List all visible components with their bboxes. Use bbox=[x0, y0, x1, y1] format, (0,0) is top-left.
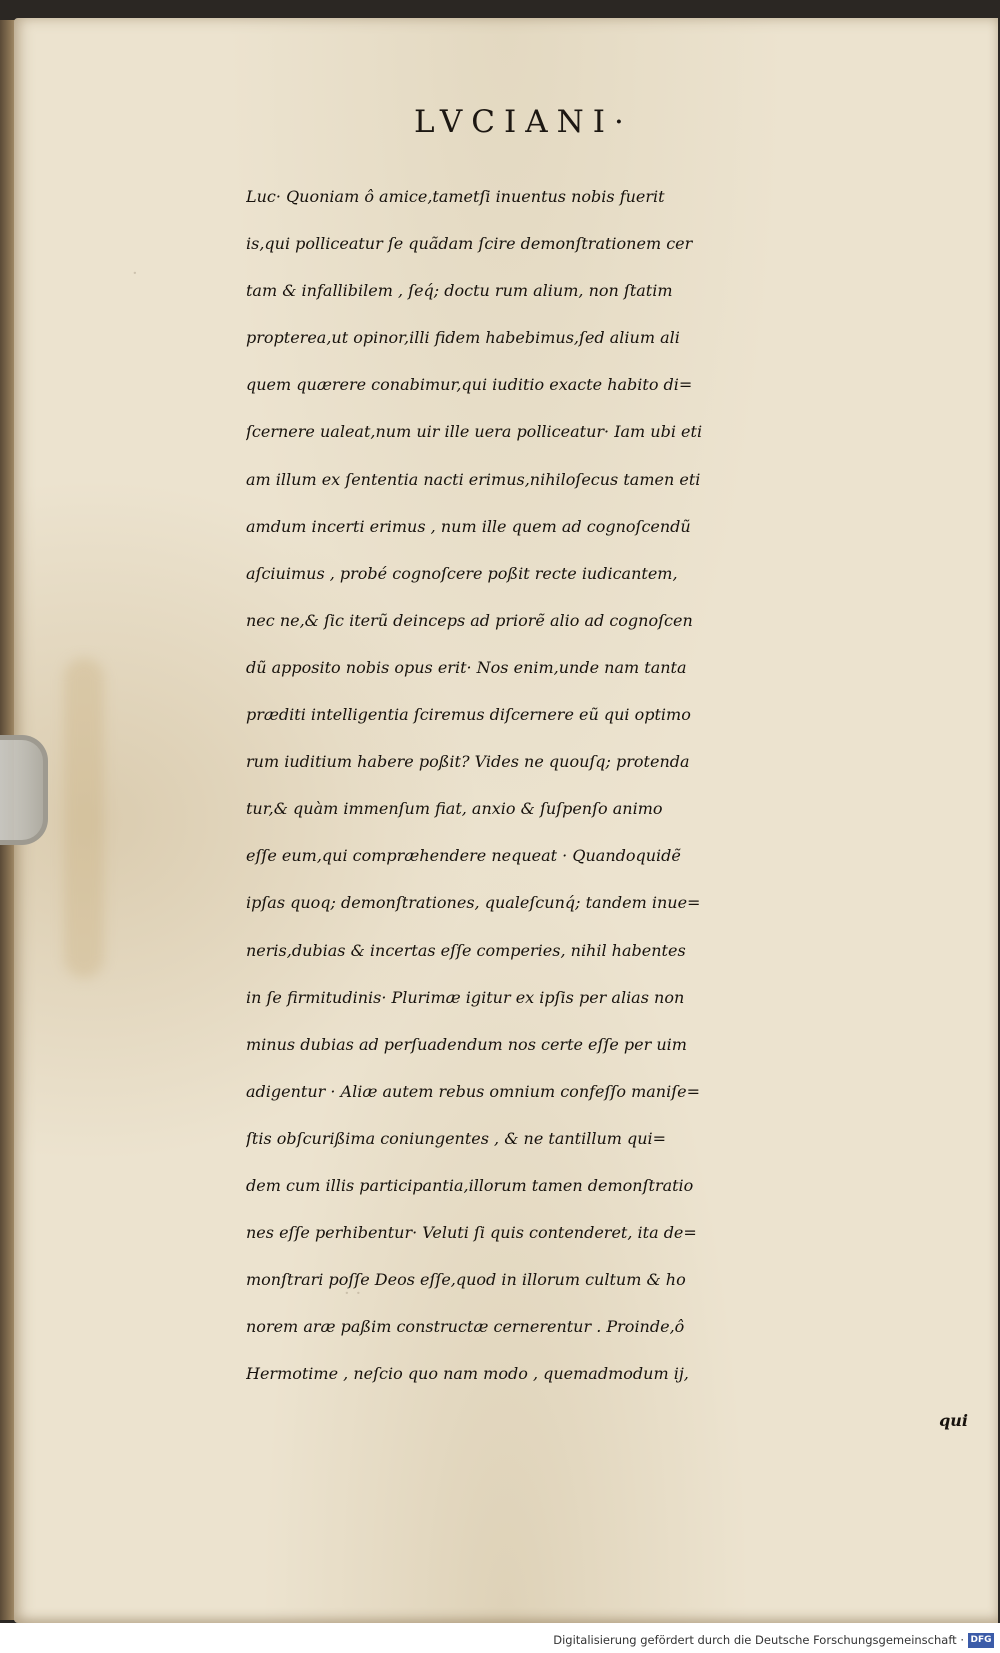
text-line: ſtis obſcurißima coniungentes , & ne tantillum qui= bbox=[246, 1128, 667, 1148]
text-line: eſſe eum,qui compræhendere nequeat · Quandoquidẽ bbox=[246, 846, 681, 866]
text-line: neris,dubias & incertas eſſe comperies, nihil habentes bbox=[246, 940, 686, 960]
text-line: amdum incerti erimus , num ille quem ad cognoſcendũ bbox=[246, 516, 691, 536]
text-line: norem aræ paßim constructæ cernerentur . Proinde,ô bbox=[246, 1317, 685, 1337]
text-line: dem cum illis participantia,illorum tamen demonſtratio bbox=[246, 1175, 694, 1195]
bleed-through-mark: · bbox=[132, 263, 138, 284]
text-line: monſtrari poſſe Deos eſſe,quod in illorum cultum & ho bbox=[246, 1270, 686, 1290]
paper-stain bbox=[64, 658, 104, 978]
text-line: tur,& quàm immenſum fiat, anxio & ſuſpenſo animo bbox=[246, 799, 663, 819]
dfg-logo: DFG bbox=[968, 1633, 994, 1648]
text-line: is,qui polliceatur ſe quãdam ſcire demonſtrationem cer bbox=[246, 234, 693, 254]
bleed-through-mark: · · bbox=[344, 1283, 362, 1304]
digitization-credit: Digitalisierung gefördert durch die Deutsche Forschungsgemeinschaft · bbox=[553, 1633, 964, 1647]
text-line: nec ne,& ſic iterũ deinceps ad priorẽ alio ad cognoſcen bbox=[246, 610, 693, 630]
text-line: rum iuditium habere poßit? Vides ne quouſq; protenda bbox=[246, 752, 690, 772]
text-line: propterea,ut opinor,illi fidem habebimus,ſed alium ali bbox=[246, 328, 680, 348]
text-line: qui bbox=[939, 1411, 968, 1431]
book-page bbox=[14, 18, 998, 1623]
running-header: LVCIANI· bbox=[414, 104, 633, 140]
text-line: minus dubias ad perſuadendum nos certe eſſe per uim bbox=[246, 1034, 687, 1054]
text-line: nes eſſe perhibentur· Veluti ſi quis contenderet, ita de= bbox=[246, 1223, 697, 1243]
text-line: aſciuimus , probé cognoſcere poßit recte iudicantem, bbox=[246, 563, 678, 583]
text-line: ſcernere ualeat,num uir ille uera polliceatur· Iam ubi eti bbox=[246, 422, 703, 442]
text-line: in ſe firmitudinis· Plurimæ igitur ex ipſis per alias non bbox=[246, 987, 685, 1007]
text-line: Hermotime , neſcio quo nam modo , quemadmodum ij, bbox=[246, 1364, 689, 1384]
text-line: præditi intelligentia ſciremus diſcernere eũ qui optimo bbox=[246, 705, 691, 725]
text-line: ipſas quoq; demonſtrationes, qualeſcunq́; tandem inue= bbox=[246, 893, 701, 913]
text-line: tam & infallibilem , ſeq́; doctu rum alium, non ſtatim bbox=[246, 281, 673, 301]
text-line: quem quærere conabimur,qui iuditio exacte habito di= bbox=[246, 375, 693, 395]
text-line: dũ apposito nobis opus erit· Nos enim,unde nam tanta bbox=[246, 657, 687, 677]
text-line: adigentur · Aliæ autem rebus omnium confeſſo maniſe= bbox=[246, 1081, 700, 1101]
body-text bbox=[246, 173, 971, 1445]
metal-clasp bbox=[0, 735, 48, 845]
text-line: am illum ex ſententia nacti erimus,nihiloſecus tamen eti bbox=[246, 469, 701, 489]
footer-bar bbox=[0, 1623, 1000, 1653]
text-line: Luc· Quoniam ô amice,tametſi inuentus nobis fuerit bbox=[246, 187, 665, 206]
